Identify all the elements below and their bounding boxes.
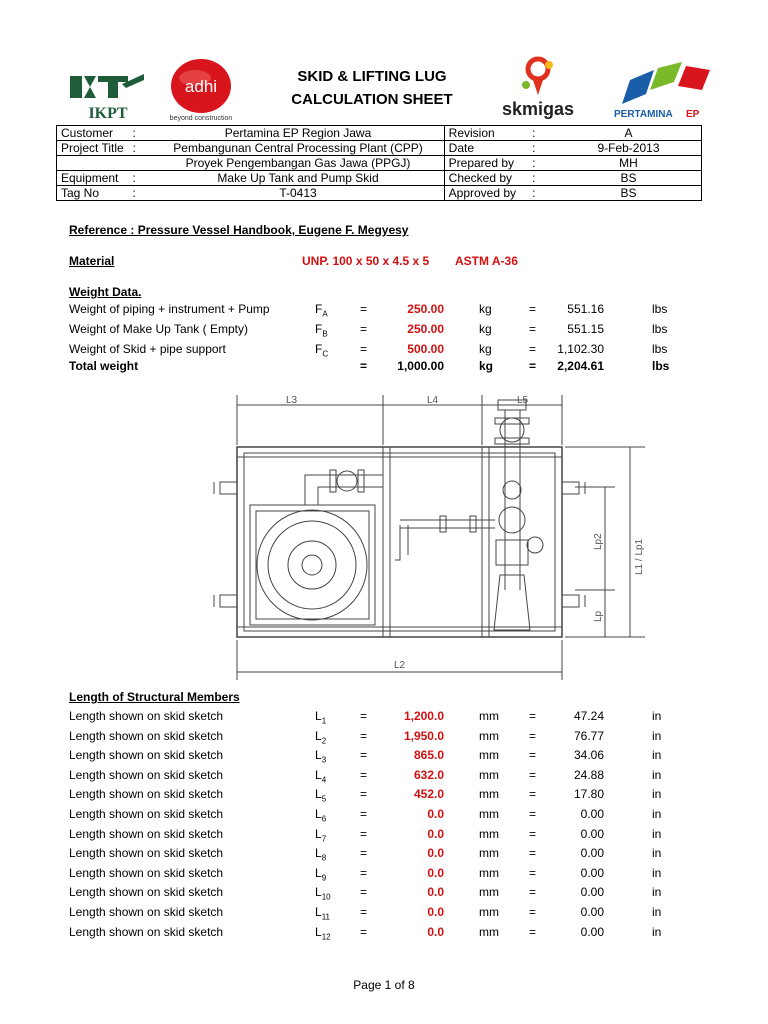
row-symbol-letter: F xyxy=(315,342,323,356)
row-label: Weight of piping + instrument + Pump xyxy=(69,302,270,316)
row-symbol xyxy=(315,866,326,882)
row-unit: mm xyxy=(479,865,499,880)
info-right-label: Date xyxy=(444,141,528,156)
row-converted: 0.00 xyxy=(580,924,604,939)
row-equals-2: = xyxy=(529,748,537,763)
row-value: 1,200.0 xyxy=(403,709,444,723)
row-symbol-subscript: 1 xyxy=(321,716,327,726)
row-symbol xyxy=(315,807,326,823)
dim-lp-label: Lp xyxy=(593,610,604,622)
row-equals: = xyxy=(360,767,368,782)
row-converted: 1,102.30 xyxy=(557,342,604,356)
row-unit-2: in xyxy=(652,728,662,743)
data-row xyxy=(0,866,768,882)
row-symbol-subscript: C xyxy=(322,349,329,359)
row-label: Length shown on skid sketch xyxy=(69,807,224,821)
row-symbol xyxy=(315,302,328,318)
reference-text: Reference : Pressure Vessel Handbook, Eugene F. Megyesy xyxy=(69,223,409,237)
dim-l2-label: L2 xyxy=(394,660,406,671)
row-equals: = xyxy=(360,826,368,841)
row-equals: = xyxy=(360,807,368,821)
row-converted: 0.00 xyxy=(580,885,604,900)
row-converted: 0.00 xyxy=(580,865,604,880)
row-unit: kg xyxy=(479,302,492,316)
row-equals: = xyxy=(360,709,368,723)
row-label: Length shown on skid sketch xyxy=(69,767,224,782)
info-label: Project Title xyxy=(57,141,129,156)
data-row xyxy=(0,787,768,803)
row-unit: mm xyxy=(479,807,499,821)
row-symbol xyxy=(315,729,326,745)
row-symbol-letter: L xyxy=(315,865,322,880)
row-value: 500.00 xyxy=(407,342,444,356)
row-symbol xyxy=(315,905,330,921)
row-equals: = xyxy=(360,359,368,373)
material-grade: ASTM A-36 xyxy=(455,254,518,268)
ikpt-logo-text: IKPT xyxy=(88,105,128,122)
row-equals-2: = xyxy=(529,709,537,723)
row-symbol xyxy=(315,768,326,784)
pertamina-logo xyxy=(610,60,720,120)
row-converted: 2,204.61 xyxy=(557,359,604,373)
row-unit-2: in xyxy=(652,748,662,763)
row-unit: mm xyxy=(479,885,499,900)
row-unit-2: in xyxy=(652,865,662,880)
row-unit: mm xyxy=(479,767,499,782)
row-unit-2: in xyxy=(652,709,662,723)
dim-lp2-label: Lp2 xyxy=(593,533,604,550)
row-symbol xyxy=(315,709,326,725)
data-row xyxy=(0,827,768,843)
ikpt-logo xyxy=(68,70,148,122)
info-colon: : xyxy=(128,126,152,141)
row-symbol-letter: L xyxy=(315,748,322,763)
data-row xyxy=(0,885,768,901)
row-converted: 0.00 xyxy=(580,826,604,841)
row-label: Length shown on skid sketch xyxy=(69,846,224,861)
skmigas-logo-text: skmigas xyxy=(501,99,575,119)
info-colon: : xyxy=(128,141,152,156)
info-right-value: A xyxy=(556,126,702,141)
info-value: T-0413 xyxy=(152,186,444,201)
row-value: 0.0 xyxy=(427,924,444,939)
row-unit-2: in xyxy=(652,846,662,861)
adhi-tagline: beyond construction xyxy=(169,115,233,122)
row-symbol-letter: L xyxy=(315,826,322,841)
data-row xyxy=(0,905,768,921)
material-label: Material xyxy=(69,254,115,268)
row-label: Length shown on skid sketch xyxy=(69,787,224,802)
row-symbol-letter: L xyxy=(315,924,322,939)
row-symbol-subscript: 5 xyxy=(321,794,327,804)
row-unit: mm xyxy=(479,787,499,802)
info-value: Pertamina EP Region Jawa xyxy=(152,126,444,141)
row-converted: 17.80 xyxy=(573,787,604,802)
row-symbol-subscript: 4 xyxy=(321,775,327,785)
row-value: 0.0 xyxy=(427,885,444,900)
row-unit-2: in xyxy=(652,787,662,802)
row-unit: kg xyxy=(479,359,494,373)
data-row xyxy=(0,768,768,784)
row-unit-2: in xyxy=(652,905,662,919)
row-equals-2: = xyxy=(529,885,537,900)
row-equals: = xyxy=(360,322,368,336)
row-symbol-letter: L xyxy=(315,846,322,861)
row-equals-2: = xyxy=(529,787,537,802)
data-row xyxy=(0,729,768,745)
row-label: Weight of Skid + pipe support xyxy=(69,342,226,356)
info-value: Make Up Tank and Pump Skid xyxy=(152,171,444,186)
row-symbol xyxy=(315,925,331,941)
dim-l3-label: L3 xyxy=(286,395,298,406)
row-symbol-letter: F xyxy=(315,302,323,316)
info-right-value: 9-Feb-2013 xyxy=(556,141,702,156)
lengths-heading: Length of Structural Members xyxy=(69,690,240,704)
row-value: 865.0 xyxy=(413,748,444,763)
row-equals: = xyxy=(360,342,368,356)
row-symbol-letter: F xyxy=(315,322,323,336)
row-value: 632.0 xyxy=(413,767,444,782)
row-equals: = xyxy=(360,846,368,861)
row-unit: mm xyxy=(479,826,499,841)
info-colon: : xyxy=(128,186,152,201)
row-symbol-subscript: 12 xyxy=(321,931,331,941)
row-label: Length shown on skid sketch xyxy=(69,826,224,841)
row-equals-2: = xyxy=(529,302,537,316)
row-value: 1,000.00 xyxy=(397,359,444,373)
row-symbol-letter: L xyxy=(315,807,322,821)
row-equals-2: = xyxy=(529,924,537,939)
row-unit-2: lbs xyxy=(652,342,668,356)
row-converted: 0.00 xyxy=(580,807,604,821)
row-equals-2: = xyxy=(529,905,537,919)
row-unit-2: in xyxy=(652,924,662,939)
data-row xyxy=(0,748,768,764)
row-value: 0.0 xyxy=(427,846,444,861)
row-unit: mm xyxy=(479,924,499,939)
row-unit-2: lbs xyxy=(652,322,668,336)
row-symbol-subscript: 8 xyxy=(321,853,327,863)
row-value: 452.0 xyxy=(413,787,444,802)
row-symbol xyxy=(315,748,326,764)
row-label: Length shown on skid sketch xyxy=(69,905,224,919)
row-symbol-subscript: 9 xyxy=(321,873,327,883)
data-row xyxy=(0,302,768,318)
row-unit: mm xyxy=(479,748,499,763)
row-unit: mm xyxy=(479,728,499,743)
row-symbol-letter: L xyxy=(315,709,322,723)
info-right-label: Checked by xyxy=(444,171,528,186)
info-row xyxy=(57,126,702,141)
row-label: Length shown on skid sketch xyxy=(69,748,224,763)
row-label: Length shown on skid sketch xyxy=(69,728,224,743)
row-label: Total weight xyxy=(69,359,139,373)
row-unit-2: in xyxy=(652,826,662,841)
row-value: 0.0 xyxy=(427,807,444,821)
row-equals-2: = xyxy=(529,865,537,880)
row-unit-2: in xyxy=(652,767,662,782)
info-row xyxy=(57,156,702,171)
row-equals-2: = xyxy=(529,846,537,861)
row-value: 250.00 xyxy=(407,322,444,336)
row-value: 0.0 xyxy=(427,826,444,841)
row-value: 1,950.0 xyxy=(403,728,444,743)
row-equals: = xyxy=(360,728,368,743)
info-right-colon: : xyxy=(528,171,556,186)
row-converted: 76.77 xyxy=(573,728,604,743)
info-value: Pembangunan Central Processing Plant (CPP) xyxy=(152,141,444,156)
row-symbol xyxy=(315,342,328,358)
title-line-2: CALCULATION SHEET xyxy=(291,91,453,108)
data-row xyxy=(0,925,768,941)
info-row xyxy=(57,141,702,156)
row-symbol-letter: L xyxy=(315,905,322,919)
row-converted: 34.06 xyxy=(573,748,604,763)
dim-l4-label: L4 xyxy=(427,395,439,406)
info-label xyxy=(57,156,129,171)
info-right-label: Revision xyxy=(444,126,528,141)
row-symbol-subscript: 10 xyxy=(321,892,331,902)
skmigas-logo xyxy=(488,55,588,121)
row-unit: kg xyxy=(479,322,492,336)
row-symbol-subscript: A xyxy=(322,309,328,319)
row-label: Length shown on skid sketch xyxy=(69,885,224,900)
row-value: 0.0 xyxy=(427,905,444,919)
row-equals: = xyxy=(360,787,368,802)
row-converted: 551.16 xyxy=(567,302,604,316)
row-label: Length shown on skid sketch xyxy=(69,924,224,939)
material-spec: UNP. 100 x 50 x 4.5 x 5 xyxy=(302,254,430,268)
data-row xyxy=(0,322,768,338)
row-converted: 47.24 xyxy=(573,709,604,723)
row-equals-2: = xyxy=(529,826,537,841)
row-symbol-subscript: 7 xyxy=(321,833,327,843)
row-unit: mm xyxy=(479,905,499,919)
info-right-value: MH xyxy=(556,156,702,171)
row-symbol-letter: L xyxy=(315,728,322,743)
row-symbol-subscript: B xyxy=(322,329,328,339)
page-footer: Page 1 of 8 xyxy=(353,978,415,992)
info-right-colon: : xyxy=(528,126,556,141)
dim-l5-label: L5 xyxy=(517,395,529,406)
project-info-table xyxy=(56,125,702,201)
row-equals: = xyxy=(360,905,368,919)
skid-sketch xyxy=(0,385,768,685)
row-unit-2: in xyxy=(652,885,662,900)
info-right-colon: : xyxy=(528,156,556,171)
row-unit: mm xyxy=(479,846,499,861)
info-right-colon: : xyxy=(528,186,556,201)
adhi-logo xyxy=(165,58,245,122)
row-converted: 0.00 xyxy=(580,846,604,861)
row-symbol xyxy=(315,885,331,901)
row-equals-2: = xyxy=(529,807,537,821)
row-symbol-subscript: 2 xyxy=(321,735,327,745)
row-symbol-subscript: 11 xyxy=(321,912,330,922)
title-line-1: SKID & LIFTING LUG xyxy=(297,68,447,85)
row-value: 0.0 xyxy=(427,865,444,880)
row-equals-2: = xyxy=(529,342,537,356)
row-label: Length shown on skid sketch xyxy=(69,709,224,723)
weight-heading: Weight Data. xyxy=(69,285,142,299)
row-equals-2: = xyxy=(529,359,537,373)
row-equals: = xyxy=(360,865,368,880)
row-equals: = xyxy=(360,885,368,900)
row-equals-2: = xyxy=(529,322,537,336)
row-label: Weight of Make Up Tank ( Empty) xyxy=(69,322,248,336)
row-converted: 24.88 xyxy=(573,767,604,782)
row-unit: mm xyxy=(479,709,499,723)
row-equals: = xyxy=(360,302,368,316)
row-symbol xyxy=(315,846,326,862)
info-label: Customer xyxy=(57,126,129,141)
info-right-value: BS xyxy=(556,171,702,186)
row-unit: kg xyxy=(479,342,492,356)
info-right-colon: : xyxy=(528,141,556,156)
info-colon: : xyxy=(128,171,152,186)
info-right-value: BS xyxy=(556,186,702,201)
data-row xyxy=(0,359,768,375)
pertamina-logo-text: PERTAMINA xyxy=(614,109,673,120)
row-symbol xyxy=(315,322,328,338)
info-value: Proyek Pengembangan Gas Jawa (PPGJ) xyxy=(152,156,444,171)
row-unit-2: lbs xyxy=(652,302,668,316)
row-symbol-subscript: 6 xyxy=(321,814,327,824)
info-right-label: Approved by xyxy=(444,186,528,201)
info-label: Equipment xyxy=(57,171,129,186)
row-unit-2: lbs xyxy=(652,359,670,373)
info-row xyxy=(57,186,702,201)
data-row xyxy=(0,846,768,862)
info-right-label: Prepared by xyxy=(444,156,528,171)
row-symbol-subscript: 3 xyxy=(321,755,327,765)
info-row xyxy=(57,171,702,186)
data-row xyxy=(0,709,768,725)
dim-l1-label: L1 / Lp1 xyxy=(634,538,645,575)
info-label: Tag No xyxy=(57,186,129,201)
pertamina-ep-text: EP xyxy=(686,109,700,120)
row-symbol-letter: L xyxy=(315,885,322,900)
row-equals: = xyxy=(360,748,368,763)
row-converted: 0.00 xyxy=(580,905,604,919)
row-symbol-letter: L xyxy=(315,767,322,782)
row-label: Length shown on skid sketch xyxy=(69,865,224,880)
row-value: 250.00 xyxy=(407,302,444,316)
info-colon xyxy=(128,156,152,171)
row-symbol xyxy=(315,827,326,843)
row-converted: 551.15 xyxy=(567,322,604,336)
data-row xyxy=(0,807,768,823)
row-equals-2: = xyxy=(529,728,537,743)
row-unit-2: in xyxy=(652,807,662,821)
row-equals: = xyxy=(360,924,368,939)
row-equals-2: = xyxy=(529,767,537,782)
data-row xyxy=(0,342,768,358)
row-symbol-letter: L xyxy=(315,787,322,802)
row-symbol xyxy=(315,787,326,803)
adhi-logo-text: adhi xyxy=(184,77,218,96)
